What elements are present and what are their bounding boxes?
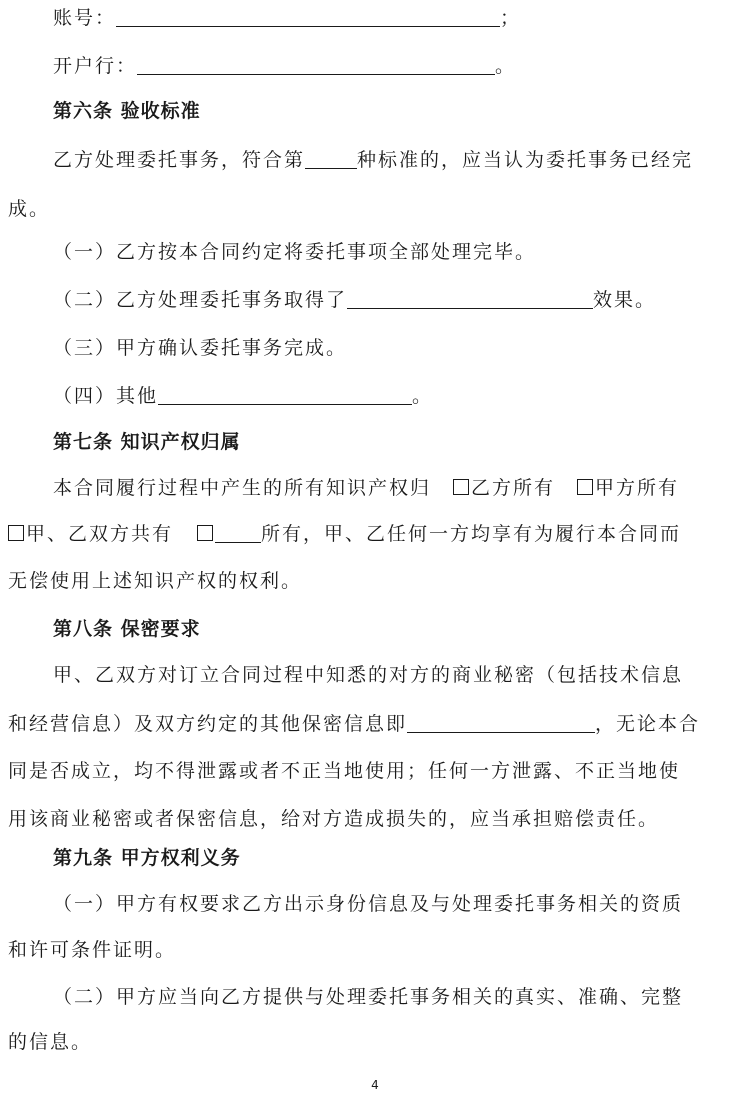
confidential-blank [407,714,595,733]
article-9-item-1: （一）甲方有权要求乙方出示身份信息及与处理委托事务相关的资质 [53,893,684,915]
bank-line: 开户行： 。 [53,55,517,77]
article-9-item-1-cont: 和许可条件证明。 [8,939,177,961]
article-8-line-4: 用该商业秘密或者保密信息，给对方造成损失的，应当承担赔偿责任。 [8,808,660,830]
article-9-item-2-cont: 的信息。 [8,1031,93,1053]
option-party-b: 乙方所有 [471,477,556,499]
standard-blank [305,150,357,169]
article-7-para-2: 甲、乙双方共有 所有，甲、乙任何一方均享有为履行本合同而 [8,522,744,546]
checkbox-joint[interactable] [8,525,24,541]
bank-blank [137,56,495,75]
article-6-item-1: （一）乙方按本合同约定将委托事项全部处理完毕。 [53,241,537,263]
checkbox-party-a[interactable] [577,479,593,495]
article-7-para-3: 无偿使用上述知识产权的权利。 [8,570,303,592]
effect-blank [347,290,593,309]
option-party-a: 甲方所有 [595,477,680,499]
account-label: 账号： [53,7,117,29]
account-blank [116,8,500,27]
article-8-line-2: 和经营信息）及双方约定的其他保密信息即 ，无论本合 [8,713,701,735]
bank-label: 开户行： [53,55,138,77]
checkbox-party-b[interactable] [453,479,469,495]
article-6-para: 乙方处理委托事务，符合第 种标准的，应当认为委托事务已经完 [53,149,694,171]
owner-blank [215,524,261,543]
article-9-item-2: （二）甲方应当向乙方提供与处理委托事务相关的真实、准确、完整 [53,986,684,1008]
checkbox-other[interactable] [197,525,213,541]
other-blank [158,386,412,405]
account-line: 账号： ； [53,7,522,29]
article-7-title: 第七条 知识产权归属 [53,431,241,453]
article-6-item-2: （二）乙方处理委托事务取得了 效果。 [53,289,657,311]
article-8-line-3: 同是否成立，均不得泄露或者不正当地使用；任何一方泄露、不正当地使 [8,760,681,782]
article-6-title: 第六条 验收标准 [53,100,201,122]
article-9-title: 第九条 甲方权利义务 [53,847,241,869]
option-joint: 甲、乙双方共有 [26,523,174,545]
article-6-para-cont: 成。 [8,198,51,220]
article-8-title: 第八条 保密要求 [53,618,201,640]
page-number: 4 [371,1078,379,1092]
article-8-line-1: 甲、乙双方对订立合同过程中知悉的对方的商业秘密（包括技术信息 [53,664,684,686]
article-7-para: 本合同履行过程中产生的所有知识产权归 乙方所有 甲方所有 [53,477,680,499]
article-6-item-4: （四）其他 。 [53,385,434,407]
article-6-item-3: （三）甲方确认委托事务完成。 [53,337,348,359]
